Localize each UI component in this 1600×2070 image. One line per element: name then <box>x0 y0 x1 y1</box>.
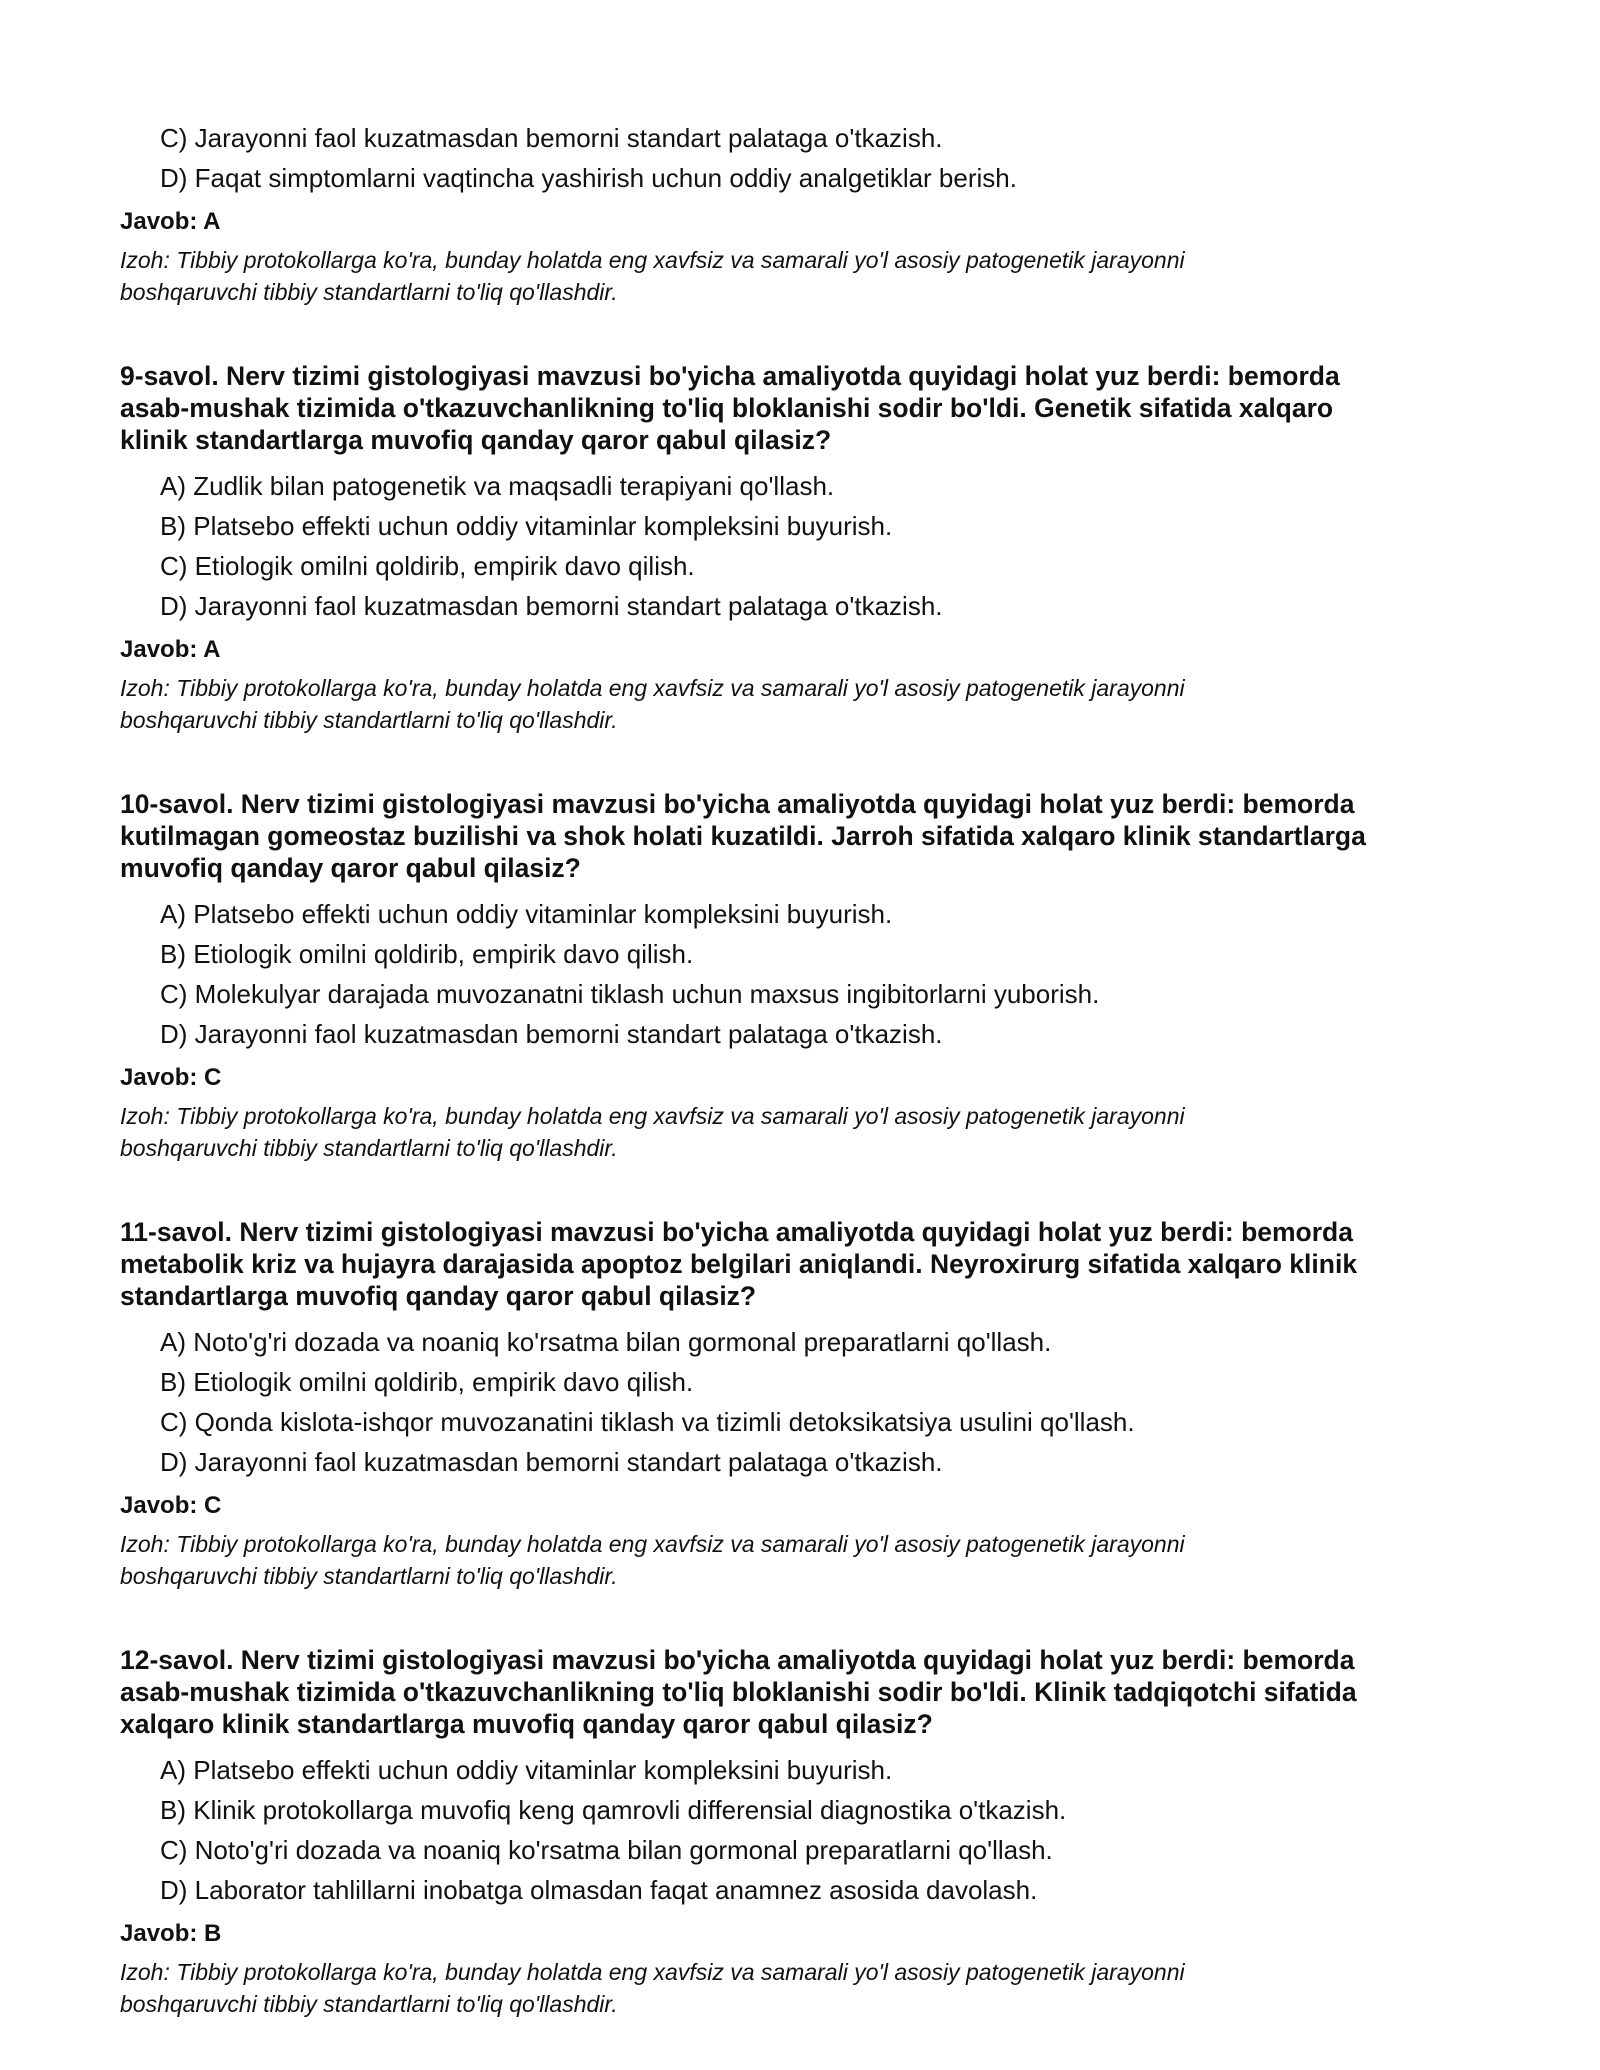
question-line: asab-mushak tizimida o'tkazuvchanlikning to'liq bloklanishi sodir bo'ldi. Genetik sifatida xalqaro <box>120 393 1334 423</box>
question-line: metabolik kriz va hujayra darajasida apoptoz belgilari aniqlandi. Neyroxirurg sifatida xalqaro klinik <box>120 1249 1358 1279</box>
explanation <box>120 1956 1500 2020</box>
option-a: A) Platsebo effekti uchun oddiy vitaminlar kompleksini buyurish. <box>160 1755 893 1785</box>
option-b: B) Platsebo effekti uchun oddiy vitaminlar kompleksini buyurish. <box>160 511 893 541</box>
question-line: klinik standartlarga muvofiq qanday qaror qabul qilasiz? <box>120 425 832 455</box>
option-d: D) Faqat simptomlarni vaqtincha yashirish uchun oddiy analgetiklar berish. <box>160 163 1017 193</box>
option-a: A) Zudlik bilan patogenetik va maqsadli terapiyani qo'llash. <box>160 471 835 501</box>
question-9 <box>120 360 1500 736</box>
question-11 <box>120 1216 1500 1592</box>
option-c: C) Etiologik omilni qoldirib, empirik davo qilish. <box>160 551 695 581</box>
option-b: B) Etiologik omilni qoldirib, empirik davo qilish. <box>160 1367 694 1397</box>
explanation <box>120 672 1500 736</box>
question-text <box>120 360 1500 456</box>
explanation-line: Izoh: Tibbiy protokollarga ko'ra, bunday holatda eng xavfsiz va samarali yo'l asosiy patogenetik jarayonni <box>120 675 1185 701</box>
explanation-line: boshqaruvchi tibbiy standartlarni to'liq qo'llashdir. <box>120 1991 618 2017</box>
question-12 <box>120 1644 1500 2020</box>
option-d: D) Jarayonni faol kuzatmasdan bemorni standart palataga o'tkazish. <box>160 1447 943 1477</box>
option-a: A) Platsebo effekti uchun oddiy vitaminlar kompleksini buyurish. <box>160 899 893 929</box>
option-d: D) Jarayonni faol kuzatmasdan bemorni standart palataga o'tkazish. <box>160 1019 943 1049</box>
question-line: standartlarga muvofiq qanday qaror qabul qilasiz? <box>120 1281 757 1311</box>
explanation-line: boshqaruvchi tibbiy standartlarni to'liq qo'llashdir. <box>120 279 618 305</box>
option-d: D) Jarayonni faol kuzatmasdan bemorni standart palataga o'tkazish. <box>160 591 943 621</box>
option-d: D) Laborator tahlillarni inobatga olmasdan faqat anamnez asosida davolash. <box>160 1875 1038 1905</box>
question-10 <box>120 788 1500 1164</box>
explanation-line: boshqaruvchi tibbiy standartlarni to'liq qo'llashdir. <box>120 1563 618 1589</box>
question-line: kutilmagan gomeostaz buzilishi va shok holati kuzatildi. Jarroh sifatida xalqaro klinik standartlarga <box>120 821 1366 851</box>
explanation-line: Izoh: Tibbiy protokollarga ko'ra, bunday holatda eng xavfsiz va samarali yo'l asosiy patogenetik jarayonni <box>120 1531 1185 1557</box>
explanation <box>120 244 1500 308</box>
explanation <box>120 1528 1500 1592</box>
document-page <box>120 118 1500 2020</box>
option-b: B) Klinik protokollarga muvofiq keng qamrovli differensial diagnostika o'tkazish. <box>160 1795 1067 1825</box>
option-c: C) Noto'g'ri dozada va noaniq ko'rsatma bilan gormonal preparatlarni qo'llash. <box>160 1835 1053 1865</box>
question-line: 10-savol. Nerv tizimi gistologiyasi mavzusi bo'yicha amaliyotda quyidagi holat yuz berdi: bemorda <box>120 789 1355 819</box>
option-c: C) Jarayonni faol kuzatmasdan bemorni standart palataga o'tkazish. <box>160 123 943 153</box>
answer-label: Javob: C <box>120 1492 222 1519</box>
question-line: 12-savol. Nerv tizimi gistologiyasi mavzusi bo'yicha amaliyotda quyidagi holat yuz berdi: bemorda <box>120 1645 1355 1675</box>
answer-label: Javob: B <box>120 1920 222 1947</box>
explanation-line: boshqaruvchi tibbiy standartlarni to'liq qo'llashdir. <box>120 707 618 733</box>
question-line: 11-savol. Nerv tizimi gistologiyasi mavzusi bo'yicha amaliyotda quyidagi holat yuz berdi: bemorda <box>120 1217 1353 1247</box>
explanation-line: boshqaruvchi tibbiy standartlarni to'liq qo'llashdir. <box>120 1135 618 1161</box>
explanation-line: Izoh: Tibbiy protokollarga ko'ra, bunday holatda eng xavfsiz va samarali yo'l asosiy patogenetik jarayonni <box>120 1959 1185 1985</box>
explanation <box>120 1100 1500 1164</box>
question-text <box>120 1216 1500 1312</box>
question-line: 9-savol. Nerv tizimi gistologiyasi mavzusi bo'yicha amaliyotda quyidagi holat yuz berdi: bemorda <box>120 361 1340 391</box>
option-a: A) Noto'g'ri dozada va noaniq ko'rsatma bilan gormonal preparatlarni qo'llash. <box>160 1327 1052 1357</box>
option-c: C) Molekulyar darajada muvozanatni tiklash uchun maxsus ingibitorlarni yuborish. <box>160 979 1100 1009</box>
explanation-line: Izoh: Tibbiy protokollarga ko'ra, bunday holatda eng xavfsiz va samarali yo'l asosiy patogenetik jarayonni <box>120 1103 1185 1129</box>
answer-label: Javob: C <box>120 1064 222 1091</box>
option-b: B) Etiologik omilni qoldirib, empirik davo qilish. <box>160 939 694 969</box>
question-text <box>120 788 1500 884</box>
question-line: asab-mushak tizimida o'tkazuvchanlikning to'liq bloklanishi sodir bo'ldi. Klinik tadqiqotchi sifatida <box>120 1677 1357 1707</box>
answer-label: Javob: A <box>120 636 221 663</box>
option-c: C) Qonda kislota-ishqor muvozanatini tiklash va tizimli detoksikatsiya usulini qo'llash. <box>160 1407 1135 1437</box>
question-text <box>120 1644 1500 1740</box>
answer-label: Javob: A <box>120 208 221 235</box>
question-line: muvofiq qanday qaror qabul qilasiz? <box>120 853 581 883</box>
question-line: xalqaro klinik standartlarga muvofiq qanday qaror qabul qilasiz? <box>120 1709 933 1739</box>
question-8-continuation <box>120 118 1500 308</box>
explanation-line: Izoh: Tibbiy protokollarga ko'ra, bunday holatda eng xavfsiz va samarali yo'l asosiy patogenetik jarayonni <box>120 247 1185 273</box>
